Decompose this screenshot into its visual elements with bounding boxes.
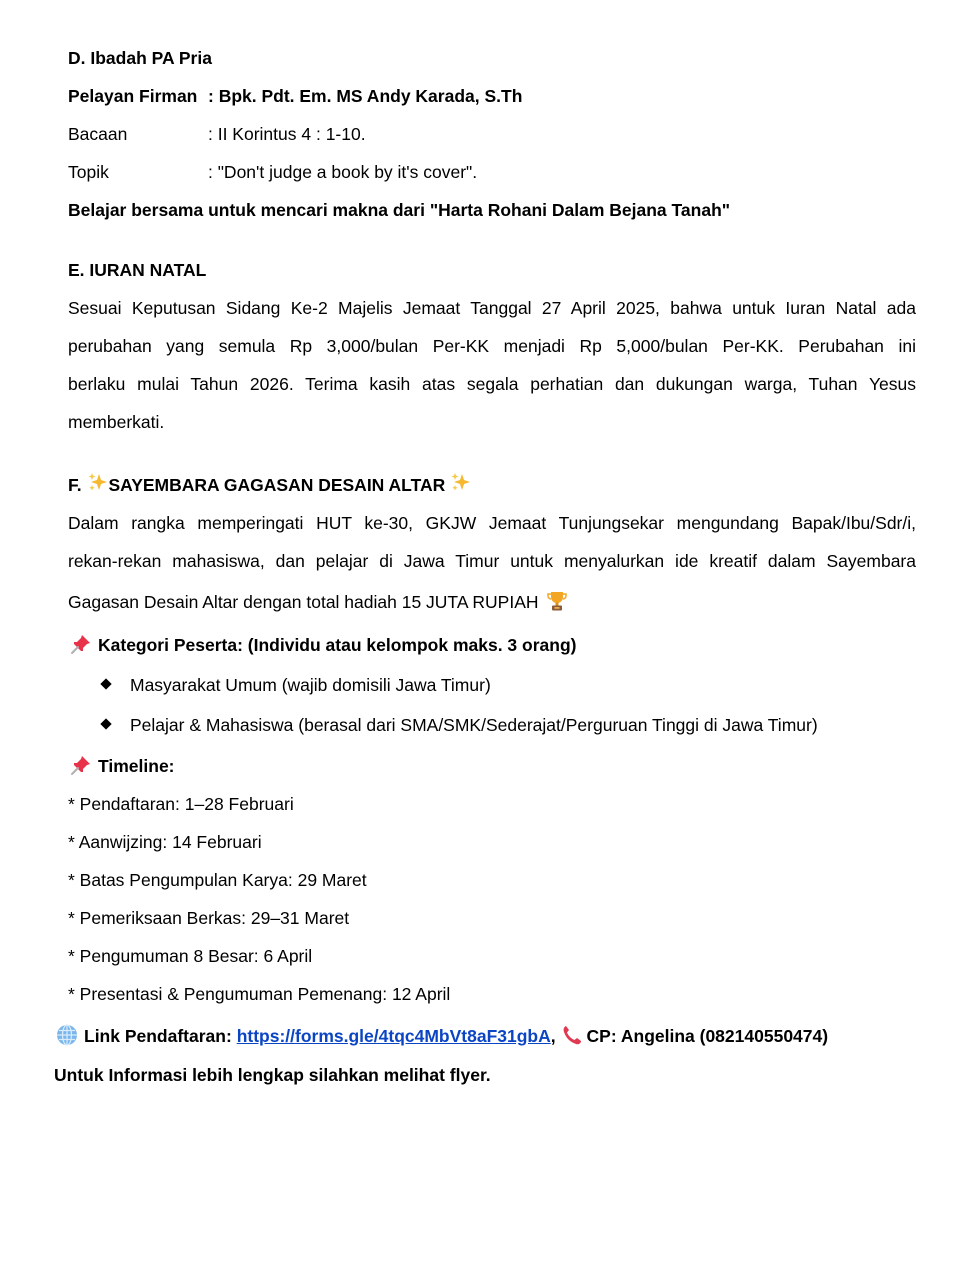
- bacaan-value: : II Korintus 4 : 1-10.: [208, 124, 366, 144]
- bacaan-row: [68, 123, 366, 145]
- pelayan-firman-value: : Bpk. Pdt. Em. MS Andy Karada, S.Th: [208, 86, 523, 106]
- iuran-paragraph-line: Sesuai Keputusan Sidang Ke-2 Majelis Jemaat Tanggal 27 April 2025, bahwa untuk Iuran Natal ada: [68, 298, 916, 318]
- category-item-text: Pelajar & Mahasiswa (berasal dari SMA/SMK/Sederajat/Perguruan Tinggi di Jawa Timur): [130, 715, 818, 735]
- iuran-paragraph-line: berlaku mulai Tahun 2026. Terima kasih atas segala perhatian dan dukungan warga, Tuhan Yesus: [68, 374, 916, 394]
- contact-person: CP: Angelina (082140550474): [586, 1026, 829, 1047]
- kategori-heading: Kategori Peserta: (Individu atau kelompok maks. 3 orang): [98, 635, 577, 656]
- section-d-closing: Belajar bersama untuk mencari makna dari "Harta Rohani Dalam Bejana Tanah": [68, 200, 731, 220]
- sayembara-paragraph-line: Gagasan Desain Altar dengan total hadiah 15 JUTA RUPIAH: [68, 592, 539, 613]
- sayembara-paragraph-line: Dalam rangka memperingati HUT ke-30, GKJW Jemaat Tunjungsekar mengundang Bapak/Ibu/Sdr/i,: [68, 513, 916, 533]
- timeline-heading: Timeline:: [98, 756, 175, 777]
- registration-label: Link Pendaftaran:: [84, 1026, 232, 1047]
- section-f-heading: [68, 472, 472, 498]
- timeline-item: * Pemeriksaan Berkas: 29–31 Maret: [68, 908, 350, 928]
- section-e-heading: E. IURAN NATAL: [68, 260, 207, 280]
- topik-value: : "Don't judge a book by it's cover".: [208, 162, 478, 182]
- separator: ,: [550, 1026, 556, 1047]
- category-item: [102, 714, 818, 736]
- diamond-bullet-icon: [100, 678, 111, 689]
- section-f-prefix: F.: [68, 475, 82, 495]
- kategori-heading-row: [70, 633, 576, 660]
- pelayan-firman-row: [68, 85, 522, 107]
- category-item: [102, 674, 491, 696]
- registration-row: [56, 1024, 828, 1051]
- registration-link[interactable]: https://forms.gle/4tqc4MbVt8aF31gbA: [236, 1026, 551, 1047]
- bacaan-label: Bacaan: [68, 124, 128, 144]
- footer-note: Untuk Informasi lebih lengkap silahkan melihat flyer.: [54, 1065, 491, 1085]
- timeline-item: * Batas Pengumpulan Karya: 29 Maret: [68, 870, 367, 890]
- pushpin-icon: [70, 754, 92, 781]
- timeline-heading-row: [70, 754, 175, 781]
- pushpin-icon: [70, 633, 92, 660]
- trophy-icon: [547, 590, 567, 617]
- category-item-text: Masyarakat Umum (wajib domisili Jawa Timur): [130, 675, 491, 695]
- topik-row: [68, 161, 477, 183]
- sparkles-icon: [450, 472, 472, 498]
- timeline-item: * Pengumuman 8 Besar: 6 April: [68, 946, 313, 966]
- pelayan-firman-label: Pelayan Firman: [68, 86, 198, 106]
- timeline-item: * Aanwijzing: 14 Februari: [68, 832, 262, 852]
- iuran-paragraph-line: memberkati.: [68, 412, 165, 432]
- topik-label: Topik: [68, 162, 109, 182]
- timeline-item: * Presentasi & Pengumuman Pemenang: 12 April: [68, 984, 451, 1004]
- section-f-title: SAYEMBARA GAGASAN DESAIN ALTAR: [108, 475, 446, 495]
- sayembara-paragraph-line: rekan-rekan mahasiswa, dan pelajar di Jawa Timur untuk menyalurkan ide kreatif dalam Sayembara: [68, 551, 916, 571]
- phone-icon: [561, 1024, 583, 1051]
- iuran-paragraph-line: perubahan yang semula Rp 3,000/bulan Per-KK menjadi Rp 5,000/bulan Per-KK. Perubahan ini: [68, 336, 916, 356]
- timeline-item: * Pendaftaran: 1–28 Februari: [68, 794, 294, 814]
- sayembara-paragraph-last-line: [68, 590, 567, 617]
- section-d-heading: D. Ibadah PA Pria: [68, 48, 212, 68]
- sparkles-icon: [87, 472, 109, 498]
- globe-icon: [56, 1024, 78, 1051]
- diamond-bullet-icon: [100, 718, 111, 729]
